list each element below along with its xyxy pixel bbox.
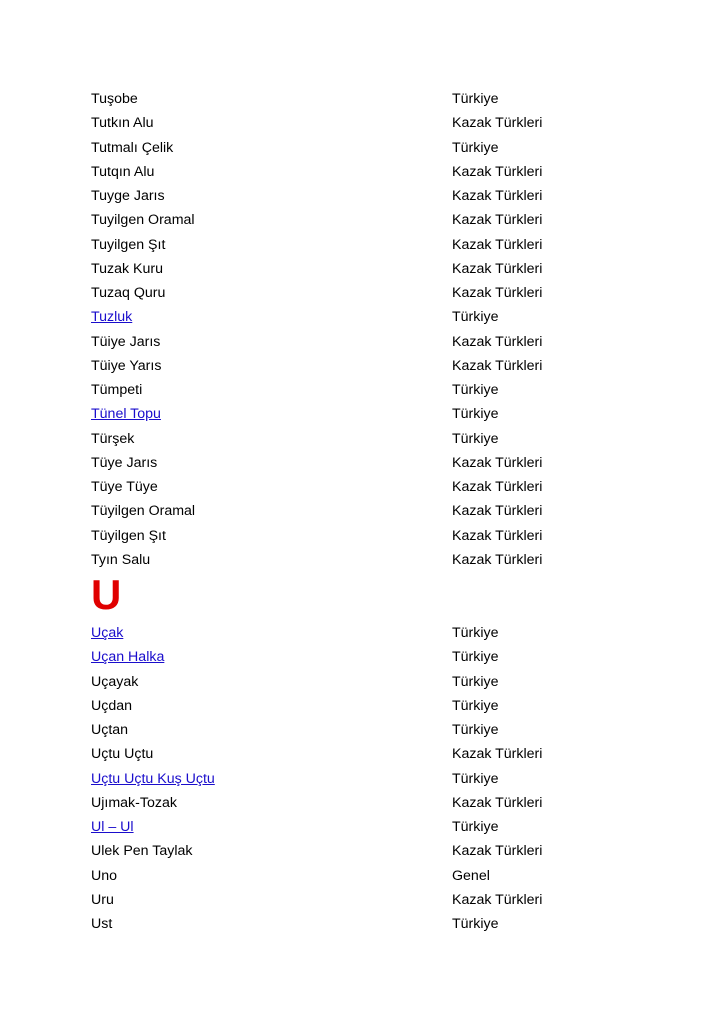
game-name-link[interactable]: Uçak: [91, 625, 124, 641]
list-item: [91, 621, 651, 645]
rows-before-section: [91, 87, 651, 572]
game-name-link[interactable]: Tünel Topu: [91, 406, 161, 423]
game-name: Tutmalı Çelik: [91, 139, 174, 156]
list-item: [91, 354, 651, 378]
game-name: Uru: [91, 891, 114, 908]
game-name: Tutqın Alu: [91, 163, 155, 180]
list-item: [91, 548, 651, 572]
game-origin: Kazak Türkleri: [452, 333, 543, 350]
game-name: Tuyilgen Oramal: [91, 212, 195, 229]
game-name: Tutkın Alu: [91, 115, 154, 132]
game-name: Tuzak Kuru: [91, 260, 164, 277]
list-item: [91, 330, 651, 354]
game-origin: Türkiye: [452, 430, 499, 447]
game-name-link[interactable]: Uçtu Uçtu Kuş Uçtu: [91, 770, 215, 787]
list-item: [91, 402, 651, 426]
game-origin: Türkiye: [452, 697, 499, 714]
rows-after-section: [91, 621, 651, 936]
list-item: [91, 645, 651, 669]
list-item: [91, 160, 651, 184]
game-name: Uçdan: [91, 697, 133, 714]
game-origin: Türkiye: [452, 139, 499, 156]
game-name: Tüyilgen Şıt: [91, 527, 166, 544]
list-item: [91, 742, 651, 766]
game-origin: Kazak Türkleri: [452, 479, 543, 495]
game-name: Uçtu Uçtu: [91, 746, 154, 763]
game-name: Tüiye Jarıs: [91, 333, 161, 350]
game-origin: Kazak Türkleri: [452, 163, 543, 180]
game-origin: Kazak Türkleri: [452, 551, 543, 568]
game-name: Ujımak-Tozak: [91, 794, 177, 811]
game-name-link[interactable]: Uçan Halka: [91, 649, 165, 666]
list-item: [91, 694, 651, 718]
list-item: [91, 864, 651, 888]
game-name: Tüiye Yarıs: [91, 357, 162, 374]
list-item: [91, 815, 651, 839]
game-origin: Türkiye: [452, 649, 499, 666]
list-item: [91, 767, 651, 791]
game-name: Tuyge Jarıs: [91, 188, 165, 204]
list-item: [91, 208, 651, 232]
game-origin: Kazak Türkleri: [452, 527, 543, 544]
game-origin: Kazak Türkleri: [452, 236, 543, 253]
game-origin: Kazak Türkleri: [452, 746, 543, 763]
list-item: [91, 184, 651, 208]
game-name: Tüye Jarıs: [91, 454, 158, 471]
game-name: Türşek: [91, 430, 135, 447]
game-origin: Genel: [452, 867, 490, 884]
game-origin: Türkiye: [452, 916, 499, 932]
game-origin: Kazak Türkleri: [452, 503, 543, 520]
game-name-link[interactable]: Ul – Ul: [91, 819, 134, 835]
game-name: Uçayak: [91, 673, 139, 690]
list-item: [91, 475, 651, 499]
list-item: [91, 233, 651, 257]
list-item: [91, 111, 651, 135]
game-origin: Kazak Türkleri: [452, 454, 543, 471]
game-name: Ust: [91, 916, 113, 932]
list-item: [91, 305, 651, 329]
list-item: [91, 257, 651, 281]
list-item: [91, 499, 651, 523]
game-name: Tuyilgen Şıt: [91, 236, 166, 253]
game-name: Uno: [91, 867, 118, 884]
game-name: Ulek Pen Taylak: [91, 843, 193, 860]
list-item: [91, 791, 651, 815]
list-item: [91, 281, 651, 305]
section-letter-text: U: [91, 571, 122, 618]
game-name: Tyın Salu: [91, 551, 151, 568]
game-origin: Kazak Türkleri: [452, 357, 543, 374]
game-name: Tüye Tüye: [91, 479, 158, 495]
list-item: [91, 378, 651, 402]
game-origin: Türkiye: [452, 406, 499, 423]
game-origin: Kazak Türkleri: [452, 843, 543, 860]
game-name: Tümpeti: [91, 382, 143, 398]
game-origin: Türkiye: [452, 309, 499, 326]
game-origin: Kazak Türkleri: [452, 115, 543, 132]
list-item: [91, 427, 651, 451]
game-origin: Kazak Türkleri: [452, 188, 543, 204]
game-name: Tuşobe: [91, 91, 138, 107]
list-item: [91, 912, 651, 936]
game-origin: Türkiye: [452, 382, 499, 398]
list-item: [91, 718, 651, 742]
list-item: [91, 87, 651, 111]
game-origin: Türkiye: [452, 770, 499, 787]
game-name-link[interactable]: Tuzluk: [91, 309, 133, 326]
list-item: [91, 839, 651, 863]
game-list: [91, 87, 651, 936]
game-name: Uçtan: [91, 722, 129, 738]
game-origin: Türkiye: [452, 819, 499, 835]
game-name: Tuzaq Quru: [91, 285, 166, 301]
game-origin: Kazak Türkleri: [452, 891, 543, 908]
list-item: [91, 670, 651, 694]
game-origin: Kazak Türkleri: [452, 260, 543, 277]
section-letter: [91, 572, 651, 621]
list-item: [91, 136, 651, 160]
list-item: [91, 451, 651, 475]
game-origin: Kazak Türkleri: [452, 794, 543, 811]
game-name: Tüyilgen Oramal: [91, 503, 196, 520]
game-origin: Türkiye: [452, 625, 499, 641]
list-item: [91, 524, 651, 548]
game-origin: Türkiye: [452, 673, 499, 690]
list-item: [91, 888, 651, 912]
game-origin: Kazak Türkleri: [452, 212, 543, 229]
game-origin: Kazak Türkleri: [452, 285, 543, 301]
game-origin: Türkiye: [452, 91, 499, 107]
game-origin: Türkiye: [452, 722, 499, 738]
